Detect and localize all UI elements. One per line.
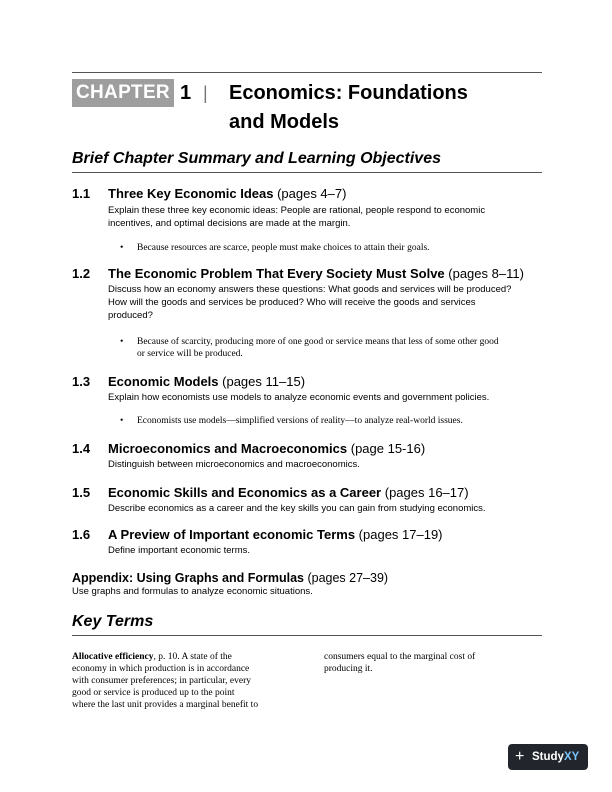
objective-description: Distinguish between microeconomics and macroeconomics. bbox=[108, 459, 360, 470]
studyxy-logo-badge bbox=[508, 744, 588, 770]
chapter-title-line2: and Models bbox=[229, 111, 340, 133]
term-name: Allocative efficiency bbox=[72, 652, 154, 662]
plus-icon: + bbox=[515, 748, 525, 765]
key-terms-left-column: Allocative efficiency, p. 10. A state of the economy in which production is in accordance with consumer preferences; in particular, every good or service is produced up to the point where the last unit provides a marginal benefit to bbox=[72, 652, 259, 710]
objective-description: Define important economic terms. bbox=[108, 545, 251, 556]
objective-number: 1.3 bbox=[72, 374, 91, 389]
key-terms-heading: Key Terms bbox=[72, 613, 154, 630]
objective-number: 1.5 bbox=[72, 485, 91, 500]
chapter-separator: | bbox=[203, 83, 208, 103]
key-terms-rule bbox=[72, 635, 542, 636]
objective-title: Economic Skills and Economics as a Career (pages 16–17) bbox=[108, 485, 469, 500]
objective-number: 1.4 bbox=[72, 441, 91, 456]
objective-description: Explain these three key economic ideas: People are rational, people respond to economic incentives, and optimal decisions are made at the margin. bbox=[108, 205, 486, 229]
objective-title: A Preview of Important economic Terms (pages 17–19) bbox=[108, 527, 443, 542]
appendix-description: Use graphs and formulas to analyze economic situations. bbox=[72, 586, 313, 597]
objective-title: Microeconomics and Macroeconomics (page 15-16) bbox=[108, 441, 426, 456]
chapter-number: 1 bbox=[180, 82, 192, 104]
objective-number: 1.2 bbox=[72, 266, 91, 281]
objective-title: Three Key Economic Ideas (pages 4–7) bbox=[108, 186, 347, 201]
key-terms-right-column: consumers equal to the marginal cost of producing it. bbox=[324, 652, 476, 674]
brand-name: StudyXY bbox=[532, 751, 580, 763]
objective-title: Economic Models (pages 11–15) bbox=[108, 374, 306, 389]
top-rule bbox=[72, 72, 542, 73]
objective-number: 1.6 bbox=[72, 527, 91, 542]
objective-description: Discuss how an economy answers these questions: What goods and services will be produced? How will the goods and services be produced? Who will receive the goods and services produced? bbox=[108, 284, 512, 321]
summary-heading: Brief Chapter Summary and Learning Objectives bbox=[72, 150, 441, 167]
summary-rule bbox=[72, 172, 542, 173]
objective-description: Explain how economists use models to analyze economic events and government policies. bbox=[108, 392, 490, 403]
chapter-title bbox=[229, 79, 529, 137]
appendix-title: Appendix: Using Graphs and Formulas (pages 27–39) bbox=[72, 571, 389, 585]
objective-title: The Economic Problem That Every Society Must Solve (pages 8–11) bbox=[108, 266, 524, 281]
objective-description: Describe economics as a career and the key skills you can gain from studying economics. bbox=[108, 503, 486, 514]
chapter-title-line1: Economics: Foundations bbox=[229, 82, 468, 104]
objective-number: 1.1 bbox=[72, 186, 91, 201]
chapter-label: CHAPTER bbox=[72, 79, 174, 107]
